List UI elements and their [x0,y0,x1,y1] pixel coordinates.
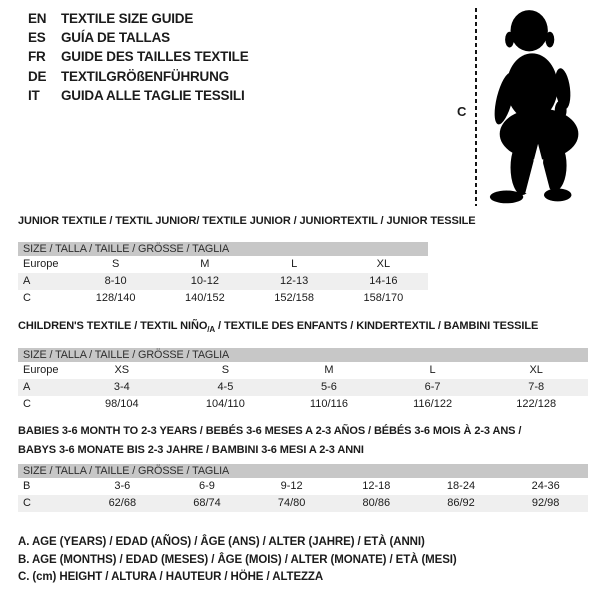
cell-value: XL [529,364,543,377]
cell-value: 116/122 [413,398,453,411]
language-code: DE [28,68,47,84]
cell-value: 12-18 [362,480,391,492]
table-row [18,290,428,307]
cell-value: 9-12 [280,480,303,492]
guide-title: GUIDE DES TAILLES TEXTILE [61,49,249,65]
cell-value: 4-5 [217,381,234,394]
cell-value: 8-10 [104,275,127,287]
size-header-bar: SIZE / TALLA / TAILLE / GRÖSSE / TAGLIA [18,242,428,256]
cell-value: 24-36 [531,480,560,492]
section-title [18,214,476,228]
height-measure-dashed-line [475,8,477,206]
section-3 [18,422,588,512]
section-title-part: JUNIOR TEXTILE / TEXTIL JUNIOR/ TEXTILE JUNIOR / JUNIORTEXTIL / JUNIOR TESSILE [18,215,476,227]
section-title-part: BABIES 3-6 MONTH TO 2-3 YEARS / BEBÉS 3-6 MESES A 2-3 AÑOS / BÉBÉS 3-6 MOIS À 2-3 ANS / [18,425,522,437]
section-title-part: CHILDREN'S TEXTILE / TEXTIL NIÑO [18,320,208,332]
cell-value: 7-8 [528,381,545,394]
cell-value: 68/74 [193,497,221,509]
table-row [18,396,588,413]
footnote-line: C. (cm) HEIGHT / ALTURA / HAUTEUR / HÖHE / ALTEZZA [18,571,324,583]
language-list [28,9,249,105]
row-label: C [23,398,31,411]
language-code: IT [28,87,40,103]
cell-value: 158/170 [363,292,404,304]
section-title-part: / TEXTILE DES ENFANTS / KINDERTEXTIL / BAMBINI TESSILE [215,320,539,332]
table-row [18,273,428,290]
row-label: A [23,381,31,394]
cell-value: 128/140 [95,292,136,304]
section-title-part: BABYS 3-6 MONATE BIS 2-3 JAHRE / BAMBINI 3-6 MESI A 2-3 ANNI [18,443,364,456]
section-2 [18,319,588,413]
section-title [18,319,588,337]
row-label: B [23,480,31,492]
footnote-line: A. AGE (YEARS) / EDAD (AÑOS) / ÂGE (ANS) / ALTER (JAHRE) / ETÀ (ANNI) [18,536,425,548]
row-label: A [23,275,31,287]
section-1 [18,214,476,307]
row-label: Europe [23,258,59,270]
language-row [28,9,249,28]
cell-value: S [111,258,120,270]
size-table [18,348,588,413]
cell-value: 86/92 [447,497,475,509]
cell-value: 74/80 [277,497,306,509]
cell-value: 6-7 [424,381,441,394]
cell-value: 5-6 [321,381,337,394]
cell-value: 18-24 [446,480,476,492]
size-table [18,464,588,512]
size-table [18,242,428,307]
row-label: C [23,497,31,509]
cell-value: M [200,258,210,270]
height-measure-label: C [457,104,467,119]
cell-value: 3-4 [113,381,130,394]
footnotes [18,534,457,587]
size-header-bar: SIZE / TALLA / TAILLE / GRÖSSE / TAGLIA [18,348,588,362]
cell-value: 62/68 [108,497,137,509]
row-label: C [23,292,31,304]
cell-value: 6-9 [199,480,215,492]
cell-value: M [324,364,334,377]
language-code: EN [28,11,47,27]
cell-value: 140/152 [184,292,225,304]
cell-value: 104/110 [205,398,245,411]
language-row [28,86,249,105]
cell-value: 3-6 [114,480,131,492]
cell-value: 98/104 [104,398,139,411]
table-row [18,379,588,396]
cell-value: S [221,364,230,377]
cell-value: 110/116 [309,398,349,411]
section-title-part: /A [207,325,216,335]
table-row [18,478,588,495]
cell-value: 14-16 [369,275,398,287]
guide-title: TEXTILGRÖßENFÜHRUNG [61,68,229,84]
table-row [18,256,428,273]
section-title [18,422,588,459]
footnote-line: B. AGE (MONTHS) / EDAD (MESES) / ÂGE (MOIS) / ALTER (MONATE) / ETÀ (MESI) [18,553,457,566]
language-row [28,47,249,66]
cell-value: L [291,258,298,270]
cell-value: 152/158 [274,292,314,304]
cell-value: XL [376,258,391,270]
table-row [18,362,588,379]
cell-value: 12-13 [280,275,309,287]
language-row [28,28,249,47]
cell-value: 92/98 [531,497,560,509]
size-header-bar: SIZE / TALLA / TAILLE / GRÖSSE / TAGLIA [18,464,588,478]
cell-value: 10-12 [190,275,219,287]
row-label: Europe [23,364,59,377]
table-row [18,495,588,512]
cell-value: 80/86 [362,497,391,509]
guide-title: GUÍA DE TALLAS [61,30,170,46]
cell-value: XS [114,364,130,377]
language-row [28,67,249,86]
language-code: ES [28,30,46,46]
guide-title: TEXTILE SIZE GUIDE [61,11,194,27]
guide-title: GUIDA ALLE TAGLIE TESSILI [61,87,245,103]
language-code: FR [28,49,46,65]
cell-value: L [429,364,436,377]
baby-silhouette-image [482,0,600,207]
cell-value: 122/128 [516,398,557,411]
